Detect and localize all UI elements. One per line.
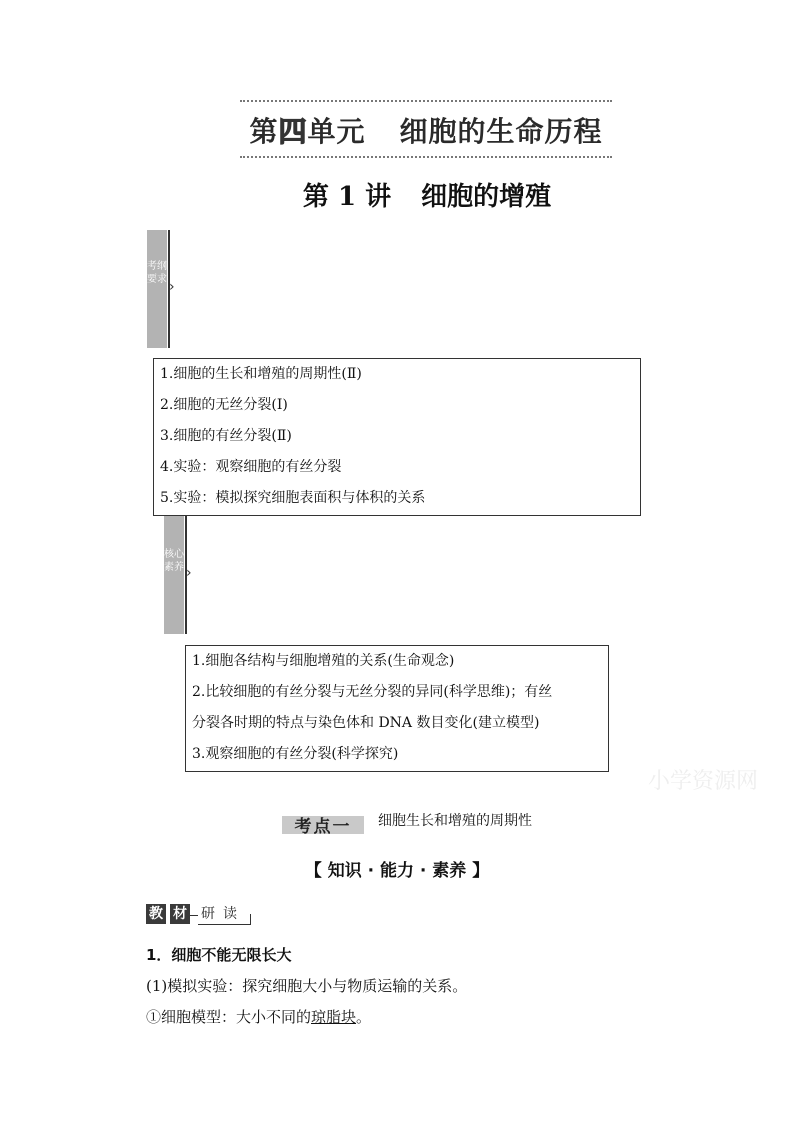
lecture-number: 第 1 讲 <box>302 182 392 212</box>
core-literacy-item: 1.细胞各结构与细胞增殖的关系(生命观念) <box>192 653 455 669</box>
core-literacy-box <box>185 645 609 772</box>
unit-prefix: 第 <box>249 115 279 148</box>
lecture-name: 细胞的增殖 <box>421 182 552 212</box>
exam-requirements-box <box>153 358 641 516</box>
chevron-right-icon: › <box>169 279 175 295</box>
core-literacy-item: 分裂各时期的特点与染色体和 DNA 数目变化(建立模型) <box>192 715 540 731</box>
unit-banner <box>240 100 612 158</box>
underlined-term: 琼脂块 <box>311 1008 357 1026</box>
unit-title <box>240 110 612 150</box>
knowledge-ability-literacy-header: 【 知识 · 能力 · 素养 】 <box>304 861 490 881</box>
exam-requirement-item: 1.细胞的生长和增殖的周期性(Ⅱ) <box>160 366 362 382</box>
exam-requirements-tag-text: 考纲要求 <box>147 261 167 285</box>
exam-requirement-item: 4.实验：观察细胞的有丝分裂 <box>160 459 342 475</box>
core-literacy-item: 2.比较细胞的有丝分裂与无丝分裂的异同(科学思维)；有丝 <box>192 684 553 700</box>
unit-suffix: 单元 <box>307 115 366 148</box>
exam-requirement-item: 3.细胞的有丝分裂(Ⅱ) <box>160 428 292 444</box>
exam-requirement-item: 2.细胞的无丝分裂(Ⅰ) <box>160 397 288 413</box>
badge-char: 读 <box>223 906 237 922</box>
exam-requirement-item: 5.实验：模拟探究细胞表面积与体积的关系 <box>160 490 426 506</box>
exam-point-title: 细胞生长和增殖的周期性 <box>378 813 532 829</box>
watermark: 小学资源网 <box>648 769 759 794</box>
body-paragraph: ①细胞模型：大小不同的琼脂块。 <box>146 1008 372 1026</box>
lecture-title <box>0 176 794 213</box>
body-paragraph: (1)模拟实验：探究细胞大小与物质运输的关系。 <box>146 977 468 995</box>
core-literacy-item: 3.观察细胞的有丝分裂(科学探究) <box>192 746 399 762</box>
exam-point-tag <box>282 812 364 837</box>
chevron-right-icon: › <box>186 565 192 581</box>
textbook-reading-badge <box>146 904 256 928</box>
unit-number: 四 <box>278 115 308 148</box>
badge-char: 材 <box>170 904 190 924</box>
section-heading: 1．细胞不能无限长大 <box>146 946 292 964</box>
unit-name: 细胞的生命历程 <box>399 115 603 148</box>
badge-char: 教 <box>146 904 166 924</box>
badge-char: 研 <box>201 906 215 922</box>
core-literacy-tag <box>164 516 184 634</box>
core-literacy-tag-text: 核心素养 <box>164 549 184 573</box>
exam-requirements-tag <box>147 230 167 348</box>
exam-point-label: 考点一 <box>294 817 352 837</box>
